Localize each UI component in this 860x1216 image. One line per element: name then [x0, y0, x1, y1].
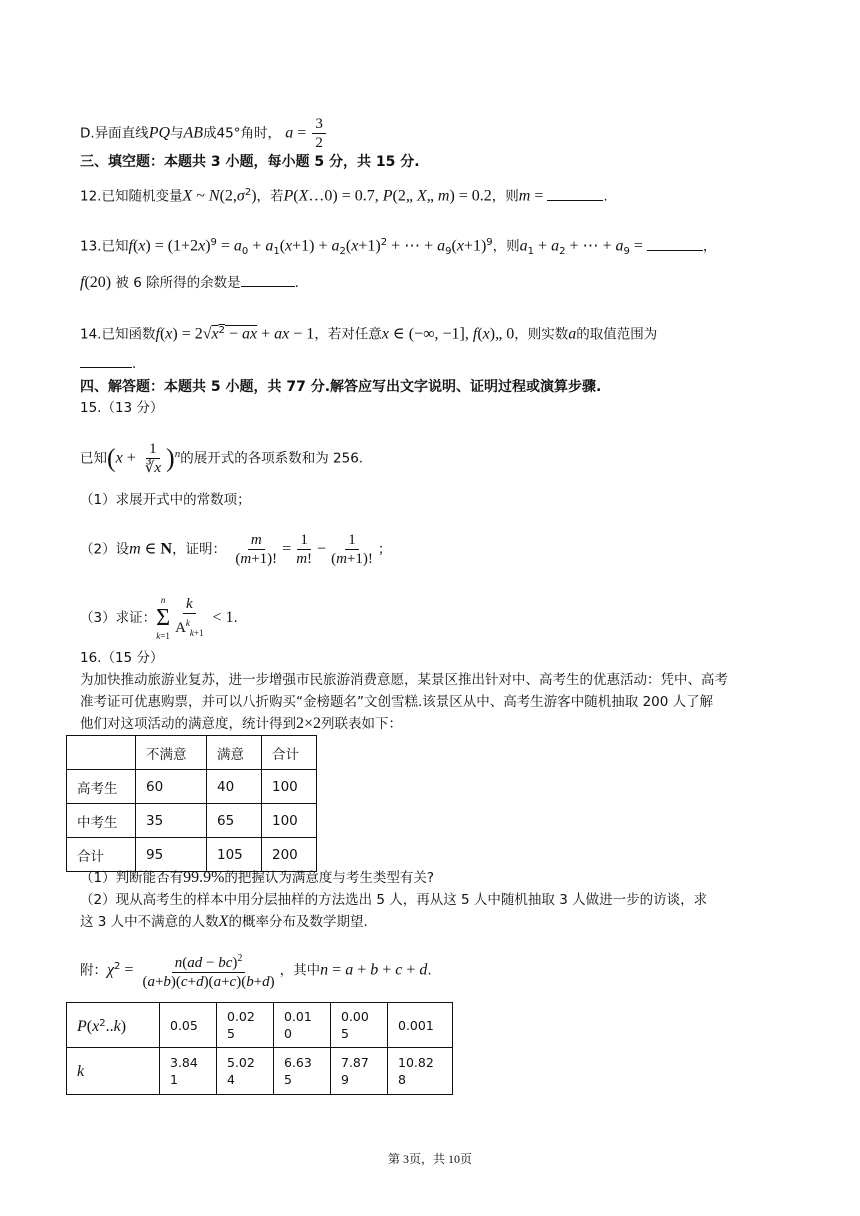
appendix-formula: 附：$\chi^2$ = $\frac{n(ad - bc)^2}{(a+b)(c+d)(a+c)(b+d)}$ ，其中n = a + b + c + d.: [80, 950, 432, 991]
question-14: 14.已知函数$f(x) = 2√x^2 - \overline{ax}$ + ax − 1，若对任意x ∈ (−∞, −1], f(x)„ 0，则实数a的取值范围为: [80, 325, 658, 343]
question-13: 13.已知$f(x) = (1+2x)^9 = a_0 + a_1(x+1) + a_2(x+1)^2$ + ⋯ + $a_9(x+1)^9$，则$a_1 + a_2$ + ⋯ + $a_9$ = ，: [80, 237, 717, 258]
section-4-heading: 四、解答题：本题共 5 小题，共 77 分.解答应写出文字说明、证明过程或演算步骤.: [80, 379, 602, 395]
question-15-part2: （2）设m ∈ N，证明： $\frac{m}{(m+1)!}$ = $\frac{1}{m!}$ − $\frac{1}{(m+1)!}$ ；: [80, 532, 392, 567]
table-cell: 0.05: [160, 1003, 217, 1048]
question-16-para-1: 为加快推动旅游业复苏，进一步增强市民旅游消费意愿，某景区推出针对中、高考生的优惠活动：凭中、高考: [80, 672, 728, 688]
table-header-row: [67, 736, 317, 770]
question-15-part1: （1）求展开式中的常数项；: [80, 492, 251, 508]
question-13-part2: f(20) 被 6 除所得的余数是 .: [80, 274, 299, 291]
question-16-header: 16.（15 分）: [80, 650, 164, 666]
table-cell: 高考生: [67, 770, 136, 804]
table-cell: 40: [207, 770, 262, 804]
table-cell: 中考生: [67, 804, 136, 838]
table-row: [67, 1003, 453, 1048]
table-cell: 100: [262, 804, 317, 838]
contingency-table: [66, 735, 317, 872]
table-cell: k: [67, 1048, 160, 1095]
table-cell: 100: [262, 770, 317, 804]
question-16-part2b: 这 3 人中不满意的人数X的概率分布及数学期望.: [80, 913, 368, 930]
table-cell: 200: [262, 838, 317, 872]
question-16-part1: （1）判断能否有99.9%的把握认为满意度与考生类型有关?: [80, 869, 435, 886]
table-cell: $P(x^2..k)$: [67, 1003, 160, 1048]
table-cell: 0.02 5: [217, 1003, 274, 1048]
critical-value-table: [66, 1002, 453, 1095]
question-12: 12.已知随机变量X ~ $N(2,\sigma^2)$，若P(X…0) = 0.7, P(2„ X„ m) = 0.2，则m = .: [80, 187, 608, 205]
table-cell: 95: [136, 838, 207, 872]
option-d: D.异面直线PQ与AB成45°角时， a = $\frac{3}{2}$: [80, 115, 328, 152]
table-row: [67, 804, 317, 838]
table-cell: 65: [207, 804, 262, 838]
section-3-heading: 三、填空题：本题共 3 小题，每小题 5 分，共 15 分.: [80, 154, 420, 170]
table-cell: 0.01 0: [274, 1003, 331, 1048]
question-16-para-3: 他们对这项活动的满意度，统计得到2×2列联表如下：: [80, 715, 403, 732]
table-cell: [67, 736, 136, 770]
table-cell: 合计: [262, 736, 317, 770]
table-cell: 10.82 8: [388, 1048, 453, 1095]
question-15-header: 15.（13 分）: [80, 400, 164, 416]
table-row: [67, 1048, 453, 1095]
table-row: [67, 838, 317, 872]
question-16-para-2: 准考证可优惠购票，并可以八折购买“金榜题名”文创雪糕.该景区从中、高考生游客中随机抽取 200 人了解: [80, 694, 714, 710]
table-row: [67, 770, 317, 804]
table-cell: 7.87 9: [331, 1048, 388, 1095]
table-cell: 0.001: [388, 1003, 453, 1048]
table-cell: 0.00 5: [331, 1003, 388, 1048]
table-cell: 3.84 1: [160, 1048, 217, 1095]
question-16-part2: （2）现从高考生的样本中用分层抽样的方法选出 5 人，再从这 5 人中随机抽取 3 人做进一步的访谈，求: [80, 892, 708, 908]
table-cell: 5.02 4: [217, 1048, 274, 1095]
table-cell: 60: [136, 770, 207, 804]
table-cell: 不满意: [136, 736, 207, 770]
table-cell: 6.63 5: [274, 1048, 331, 1095]
table-cell: 105: [207, 838, 262, 872]
question-14-blank: .: [80, 354, 136, 374]
table-cell: 满意: [207, 736, 262, 770]
table-cell: 35: [136, 804, 207, 838]
question-15-part3: （3）求证： n Σ k=1 $\frac{k}{A^k_{k+1}}$ < 1.: [80, 595, 238, 641]
table-cell: 合计: [67, 838, 136, 872]
question-15-stem: 已知(x + $\frac{1}{∛x}$ )$^n$的展开式的各项系数和为 256.: [80, 441, 364, 476]
page-footer: 第 3页，共 10页: [387, 1152, 472, 1166]
